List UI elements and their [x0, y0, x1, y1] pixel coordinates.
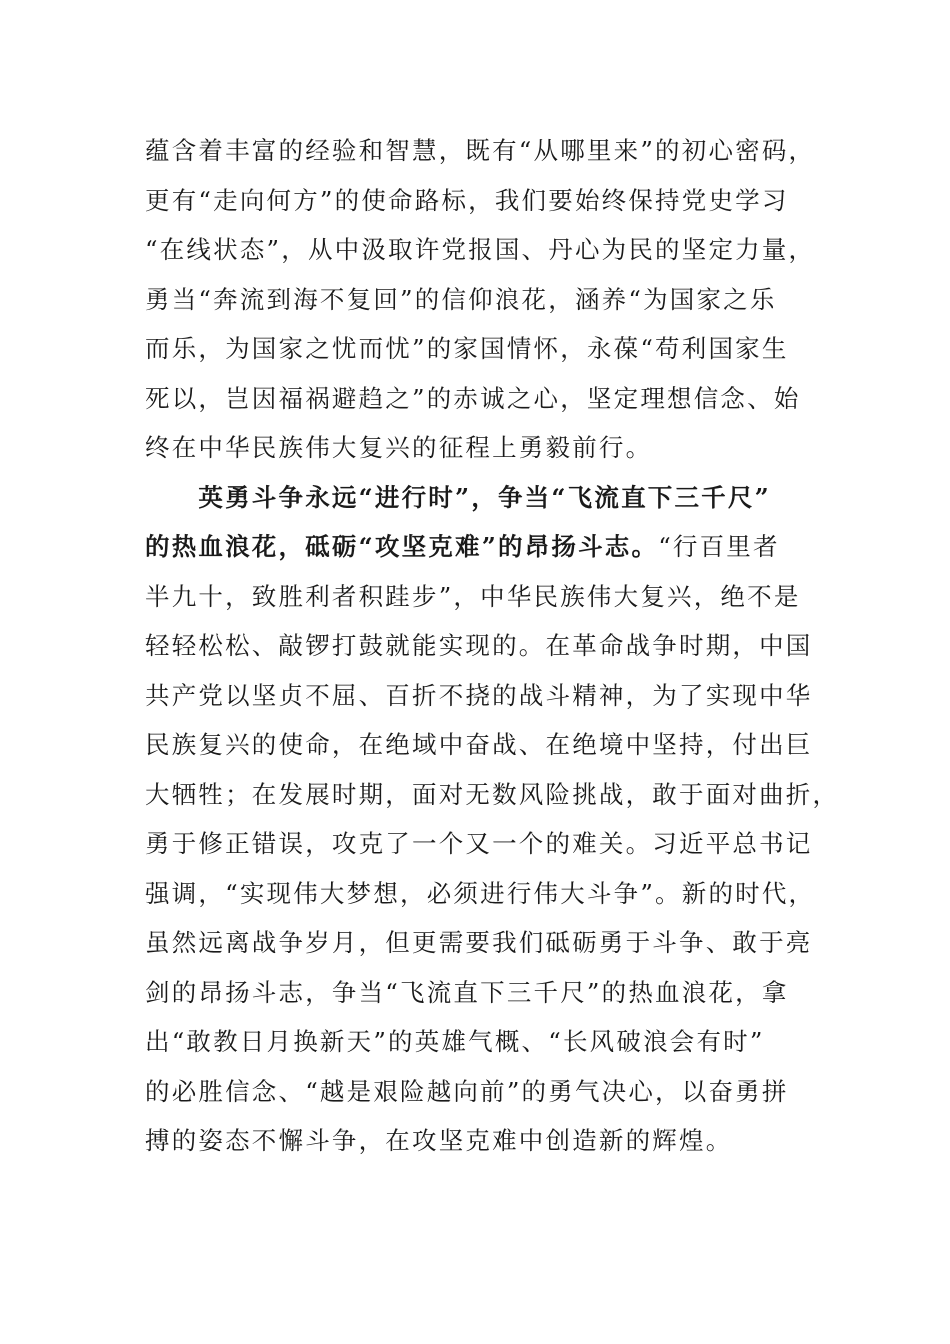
text-line: 搏的姿态不懈斗争，在攻坚克难中创造新的辉煌。: [145, 1126, 733, 1155]
text-line: 死以，岂因福祸避趋之”的赤诚之心，坚定理想信念、始: [145, 383, 801, 413]
text-line: 轻轻松松、敲锣打鼓就能实现的。在革命战争时期，中国: [145, 631, 813, 660]
text-line: 而乐，为国家之忧而忧”的家国情怀，永葆“苟利国家生: [145, 334, 789, 363]
text-line: 终在中华民族伟大复兴的征程上勇毅前行。: [145, 433, 653, 462]
text-line: “在线状态”，从中汲取许党报国、丹心为民的坚定力量，: [145, 235, 816, 264]
paragraph-1: [145, 126, 816, 473]
text-line: [145, 522, 805, 572]
text-line: 半九十，致胜利者积跬步”，中华民族伟大复兴，绝不是: [145, 581, 801, 611]
text-line: 更有“走向何方”的使命路标，我们要始终保持党史学习: [145, 185, 789, 215]
text-fragment: “行百里者: [658, 532, 780, 561]
paragraph-2: [145, 473, 840, 1166]
text-line: 强调，“实现伟大梦想，必须进行伟大斗争”。新的时代，: [145, 878, 816, 908]
text-line: 虽然远离战争岁月，但更需要我们砥砺勇于斗争、敢于亮: [145, 928, 813, 957]
text-line: 勇当“奔流到海不复回”的信仰浪花，涵养“为国家之乐: [145, 284, 777, 314]
document-body: [145, 126, 840, 1166]
text-line: 的必胜信念、“越是艰险越向前”的勇气决心，以奋勇拼: [145, 1076, 789, 1106]
text-line: 大牺牲；在发展时期，面对无数风险挑战，敢于面对曲折，: [145, 779, 840, 809]
text-line: 民族复兴的使命，在绝域中奋战、在绝境中坚持，付出巨: [145, 730, 813, 759]
section-heading-tail: 的热血浪花，砥砺“攻坚克难”的昂扬斗志。: [145, 532, 659, 561]
text-line: 共产党以坚贞不屈、百折不挠的战斗精神，为了实现中华: [145, 680, 813, 710]
text-line: 勇于修正错误，攻克了一个又一个的难关。习近平总书记: [145, 829, 813, 858]
text-line: 出“敢教日月换新天”的英雄气概、“长风破浪会有时”: [145, 1027, 765, 1056]
text-line: 蕴含着丰富的经验和智慧，既有“从哪里来”的初心密码，: [145, 136, 816, 165]
section-heading-line: 英勇斗争永远“进行时”，争当“飞流直下三千尺”: [145, 482, 771, 512]
text-line: 剑的昂扬斗志，争当“飞流直下三千尺”的热血浪花，拿: [145, 977, 789, 1007]
